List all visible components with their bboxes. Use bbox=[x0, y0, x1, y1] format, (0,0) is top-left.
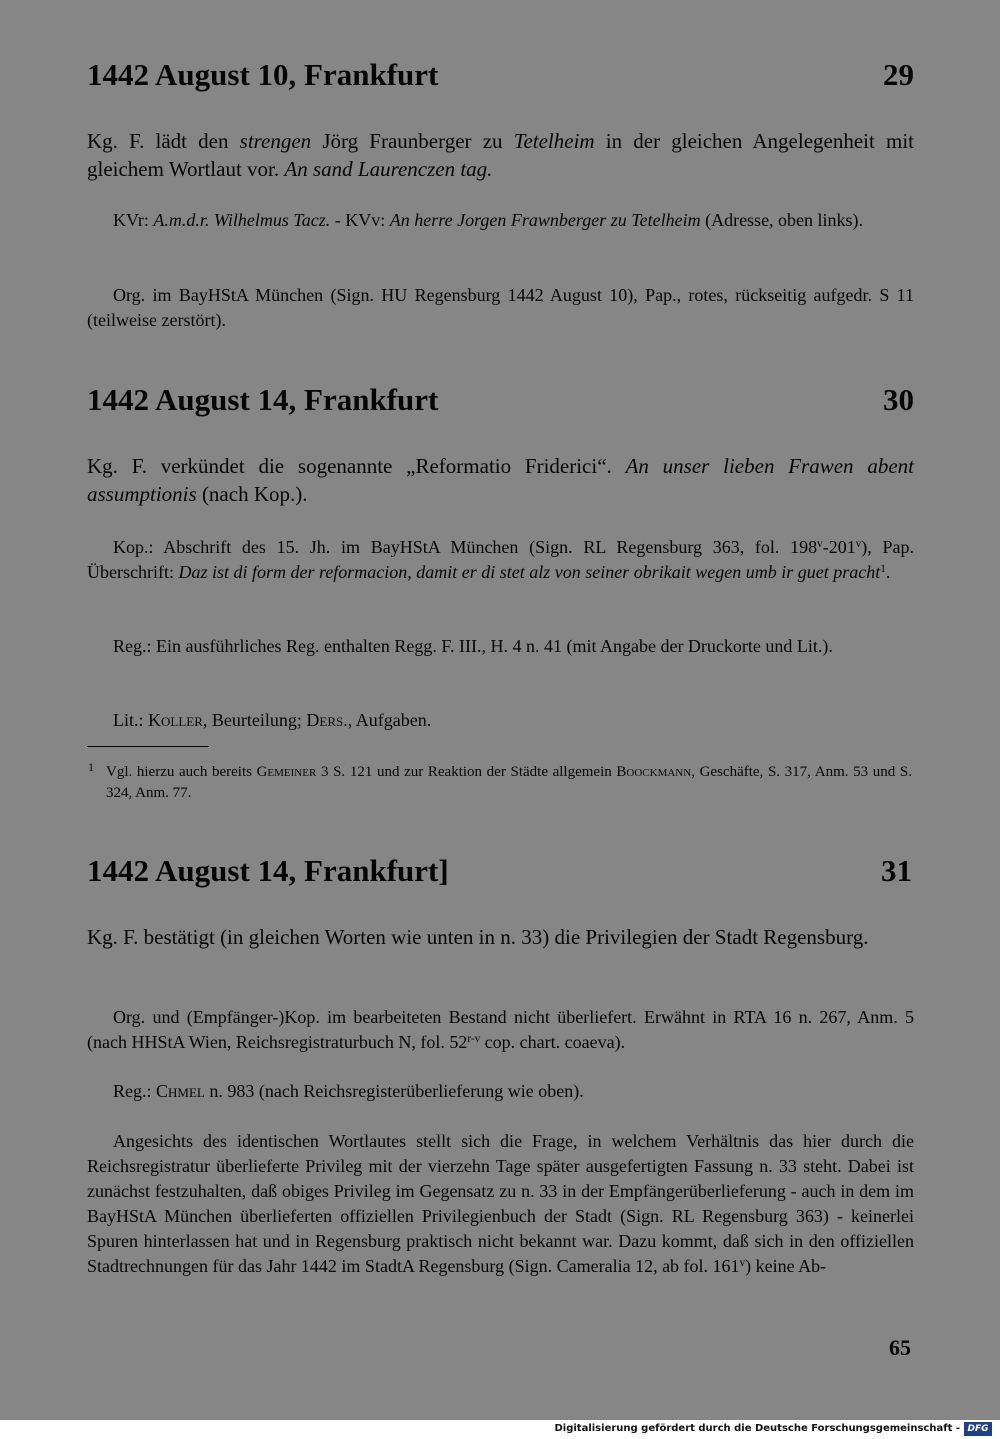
commentary-paragraph: Angesichts des identischen Wortlautes stellt sich die Frage, in welchem Verhältnis das hier durch die Reichsregistratur überlieferte Privileg mit der vierzehn Tage später ausgefertigten Fassung n. 33 steht. Dabei ist zunächst festzuhalten, daß obiges Privileg im Gegensatz zu n. 33 in der Empfängerüberlieferung - auch in dem im BayHStA München überlieferten offiziellen Privilegienbuch der Stadt (Sign. RL Regensburg 363) - keinerlei Spuren hinterlassen hat und in Regensburg praktisch nicht bekannt war. Dazu kommt, daß sich in den offiziellen Stadtrechnungen für das Jahr 1442 im StadtA Regensburg (Sign. Cameralia 12, ab fol. 161$^v$) keine Ab- bbox=[87, 1131, 914, 1276]
original-note: Org. im BayHStA München (Sign. HU Regensburg 1442 August 10), Pap., rotes, rückseitig aufgedr. S 11 (teilweise zerstört). bbox=[87, 285, 914, 330]
entry-number: 31 bbox=[881, 853, 912, 888]
dfg-logo: DFG bbox=[964, 1422, 992, 1436]
entry-heading bbox=[87, 57, 914, 93]
footnote-marker: 1 bbox=[88, 760, 94, 774]
funding-credit: Digitalisierung gefördert durch die Deutsche Forschungsgemeinschaft - bbox=[554, 1423, 960, 1434]
entry-date-place: 1442 August 14, Frankfurt bbox=[87, 382, 439, 417]
funding-footer bbox=[0, 1420, 1000, 1439]
original-note: Org. und (Empfänger-)Kop. im bearbeiteten Bestand nicht überliefert. Erwähnt in RTA 16 n. 267, Anm. 5 (nach HHStA Wien, Reichsregistraturbuch N, fol. 52$^{r-v}$ cop. chart. coaeva). bbox=[87, 1007, 914, 1052]
entry-heading bbox=[87, 853, 914, 889]
entry-number: 30 bbox=[883, 382, 914, 417]
entry-summary: Kg. F. verkündet die sogenannte „Reformatio Friderici“. An unser lieben Frawen abent assumptionis (nach Kop.). bbox=[87, 454, 914, 506]
literature-note: Lit.: Koller, Beurteilung; Ders., Aufgaben. bbox=[113, 710, 432, 730]
entry-date-place: 1442 August 10, Frankfurt bbox=[87, 57, 439, 92]
entry-summary: Kg. F. lädt den strengen Jörg Fraunberger zu Tetelheim in der gleichen Angelegenheit mit gleichem Wortlaut vor. An sand Laurenczen tag. bbox=[87, 129, 914, 181]
footnote-divider bbox=[87, 746, 209, 747]
copy-note: Kop.: Abschrift des 15. Jh. im BayHStA München (Sign. RL Regensburg 363, fol. 198$^v$-201$^v$), Pap. Überschrift: Daz ist di form der reformacion, damit er di stet alz von seiner obrikait wegen umb ir guet pracht$^1$. bbox=[87, 537, 914, 582]
regest-note: Reg.: Chmel n. 983 (nach Reichsregisterüberlieferung wie oben). bbox=[113, 1081, 584, 1101]
entry-number: 29 bbox=[883, 57, 914, 92]
entry-date-place: 1442 August 14, Frankfurt] bbox=[87, 853, 449, 888]
entry-summary: Kg. F. bestätigt (in gleichen Worten wie unten in n. 33) die Privilegien der Stadt Regensburg. bbox=[87, 925, 869, 949]
endorsement-note: KVr: A.m.d.r. Wilhelmus Tacz. - KVv: An herre Jorgen Frawnberger zu Tetelheim (Adresse, oben links). bbox=[113, 210, 864, 230]
page-number: 65 bbox=[889, 1335, 911, 1360]
regest-note: Reg.: Ein ausführliches Reg. enthalten Regg. F. III., H. 4 n. 41 (mit Angabe der Druckorte und Lit.). bbox=[113, 636, 833, 656]
entry-heading bbox=[87, 382, 914, 418]
footnote-text: Vgl. hierzu auch bereits Gemeiner 3 S. 121 und zur Reaktion der Städte allgemein Boockmann, Geschäfte, S. 317, Anm. 53 und S. 324, Anm. 77. bbox=[106, 764, 912, 801]
